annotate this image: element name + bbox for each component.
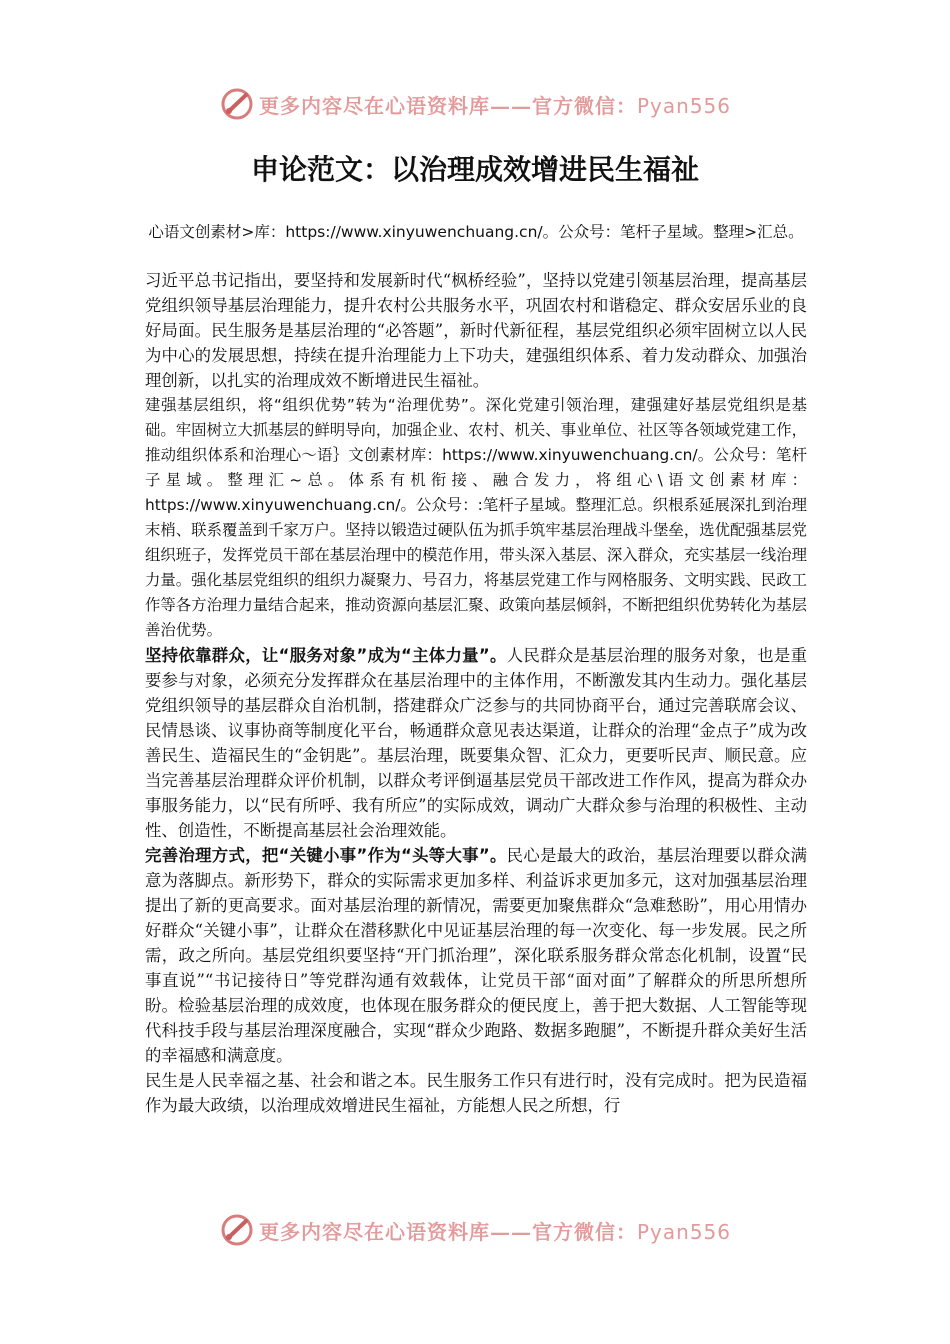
- brush-logo-icon: [219, 86, 255, 122]
- paragraph-heading: 坚持依靠群众，让“服务对象”成为“主体力量”。: [145, 646, 507, 665]
- paragraph-organization: 建强基层组织，将“组织优势”转为“治理优势”。深化党建引领治理，建强建好基层党组织是基础。牢固树立大抓基层的鲜明导向，加强企业、农村、机关、事业单位、社区等各领域党建工作，推动组织体系和治理心～语｝文创素材库：https://www.xinyuwenchuang.cn/。公众号：笔杆子星域。整理汇~总。体系有机衔接、融合发力，将组心\语文创素材库：https://www.xinyuwenchuang.cn/。公众号：:笔杆子星域。整理汇总。织根系延展深扎到治理末梢、联系覆盖到千家万户。坚持以锻造过硬队伍为抓手筑牢基层治理战斗堡垒，选优配强基层党组织班子，发挥党员干部在基层治理中的模范作用，带头深入基层、深入群众，充实基层一线治理力量。强化基层党组织的组织力凝聚力、号召力，将基层党建工作与网格服务、文明实践、民政工作等各方治理力量结合起来，推动资源向基层汇聚、政策向基层倾斜，不断把组织优势转化为基层善治优势。: [145, 396, 807, 639]
- paragraph-heading: 完善治理方式，把“关键小事”作为“头等大事”。: [145, 846, 507, 865]
- brush-logo-icon: [219, 1212, 255, 1248]
- watermark-text: 更多内容尽在心语资料库——官方微信：Pyan556: [258, 1219, 731, 1244]
- paragraph-intro: 习近平总书记指出，要坚持和发展新时代“枫桥经验”，坚持以党建引领基层治理，提高基层党组织领导基层治理能力，提升农村公共服务水平，巩固农村和谐稳定、群众安居乐业的良好局面。民生服务是基层治理的“必答题”，新时代新征程，基层党组织必须牢固树立以人民为中心的发展思想，持续在提升治理能力上下功夫，建强组织体系、着力发动群众、加强治理创新，以扎实的治理成效不断增进民生福祉。: [145, 271, 807, 390]
- watermark-banner-top: [0, 82, 950, 126]
- article-body: [145, 268, 807, 1118]
- paragraph-masses: 坚持依靠群众，让“服务对象”成为“主体力量”。人民群众是基层治理的服务对象，也是重要参与对象，必须充分发挥群众在基层治理中的主体作用，不断激发其内生动力。强化基层党组织领导的基层群众自治机制，搭建群众广泛参与的共同协商平台，通过完善联席会议、民情恳谈、议事协商等制度化平台，畅通群众意见表达渠道，让群众的治理“金点子”成为改善民生、造福民生的“金钥匙”。基层治理，既要集众智、汇众力，更要听民声、顺民意。应当完善基层治理群众评价机制，以群众考评倒逼基层党员干部改进工作作风，提高为群众办事服务能力，以“民有所呼、我有所应”的实际成效，调动广大群众参与治理的积极性、主动性、创造性，不断提高基层社会治理效能。: [145, 646, 807, 840]
- page-title: 申论范文：以治理成效增进民生福祉: [250, 153, 699, 186]
- paragraph-conclusion: 民生是人民幸福之基、社会和谐之本。民生服务工作只有进行时，没有完成时。把为民造福作为最大政绩，以治理成效增进民生福祉，方能想人民之所想，行: [145, 1071, 807, 1115]
- paragraph-governance: 完善治理方式，把“关键小事”作为“头等大事”。民心是最大的政治，基层治理要以群众满意为落脚点。新形势下，群众的实际需求更加多样、利益诉求更加多元，这对加强基层治理提出了新的更高要求。面对基层治理的新情况，需要更加聚焦群众“急难愁盼”，用心用情办好群众“关键小事”，让群众在潜移默化中见证基层治理的每一次变化、每一步发展。民之所需，政之所向。基层党组织要坚持“开门抓治理”，深化联系服务群众常态化机制，设置“民事直说”“书记接待日”等党群沟通有效载体，让党员干部“面对面”了解群众的所思所想所盼。检验基层治理的成效度，也体现在服务群众的便民度上，善于把大数据、人工智能等现代科技手段与基层治理深度融合，实现“群众少跑路、数据多跑腿”，不断提升群众美好生活的幸福感和满意度。: [145, 846, 807, 1065]
- source-line: 心语文创素材>库：https://www.xinyuwenchuang.cn/。公众号：笔杆子星域。整理>汇总。: [148, 223, 804, 241]
- watermark-text: 更多内容尽在心语资料库——官方微信：Pyan556: [258, 93, 731, 118]
- watermark-banner-bottom: [0, 1208, 950, 1252]
